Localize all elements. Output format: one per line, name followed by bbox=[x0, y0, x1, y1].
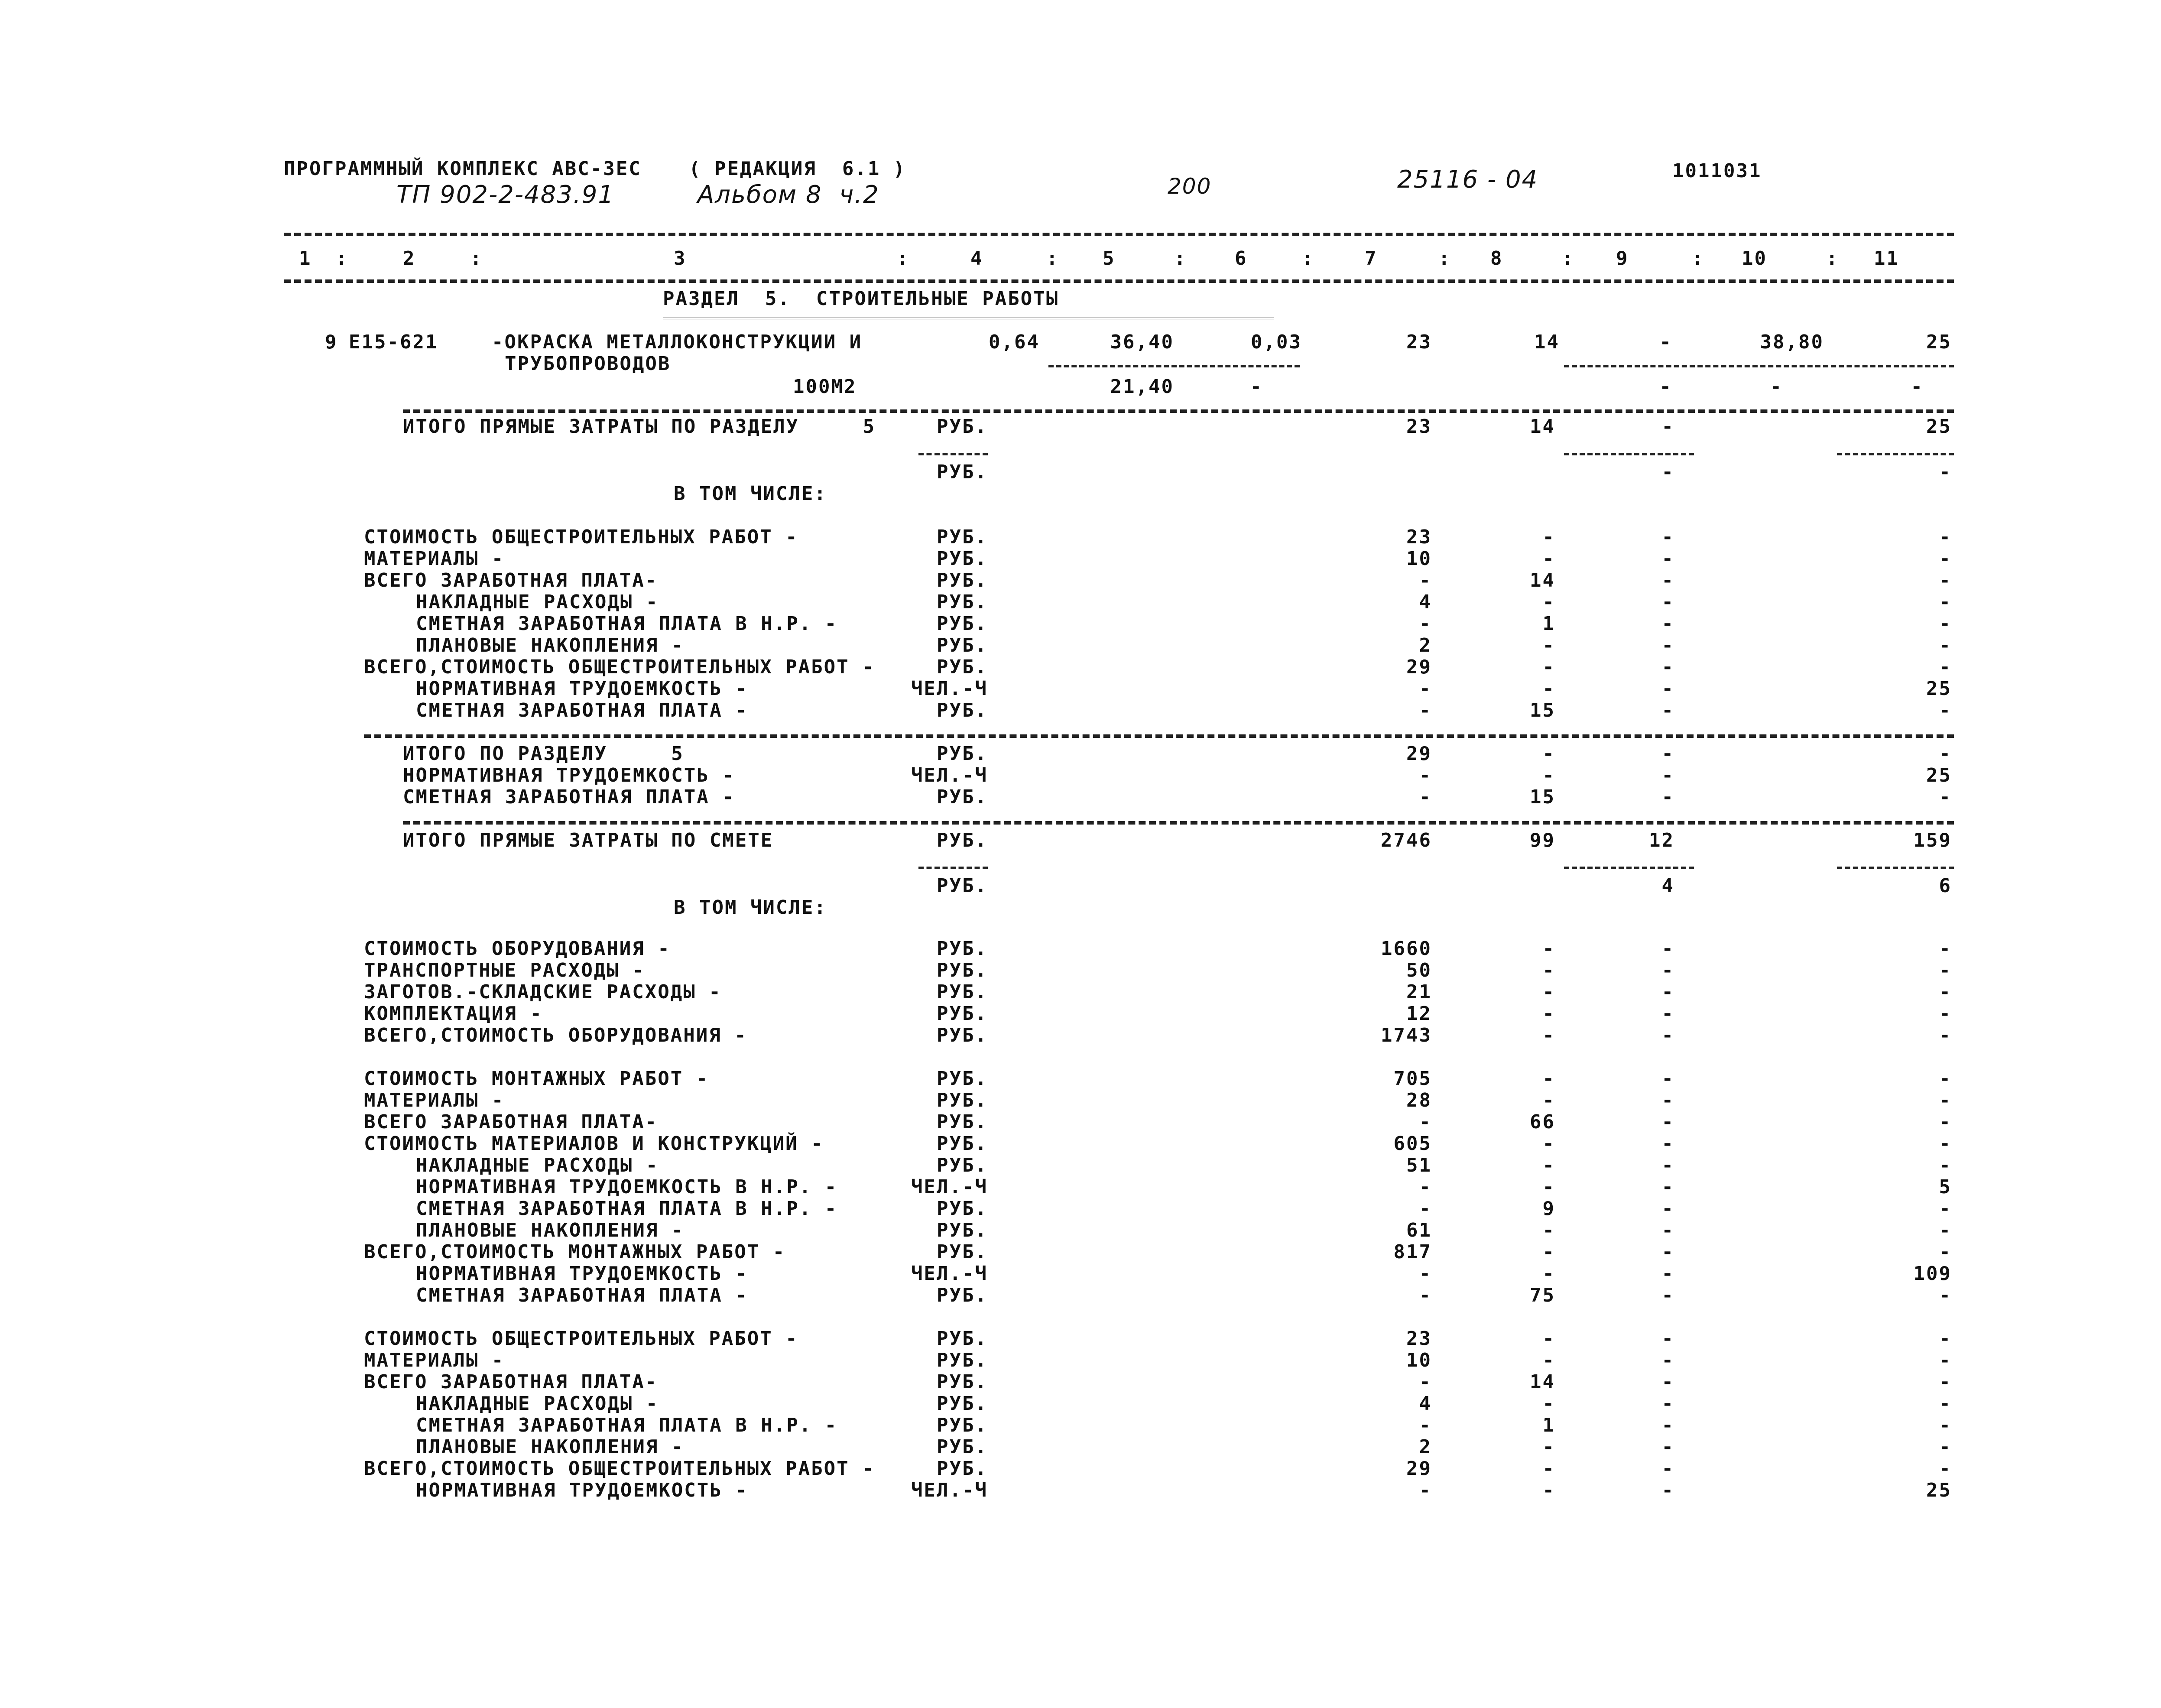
row-col11: - bbox=[1939, 1003, 1952, 1025]
column-separator: : bbox=[1302, 247, 1315, 270]
row-label: НОРМАТИВНАЯ ТРУДОЕМКОСТЬ - bbox=[416, 1263, 748, 1285]
row-label: СМЕТНАЯ ЗАРАБОТНАЯ ПЛАТА - bbox=[403, 786, 735, 808]
column-number-2: 2 bbox=[403, 247, 416, 270]
row-col9: - bbox=[1661, 1003, 1674, 1025]
row-unit: РУБ. bbox=[937, 1284, 988, 1306]
row-col11: - bbox=[1939, 1024, 1952, 1046]
row-label: МАТЕРИАЛЫ - bbox=[364, 1089, 505, 1111]
row-col9: - bbox=[1661, 1133, 1674, 1155]
header-bottom-rule bbox=[284, 279, 1954, 283]
row-col11: - bbox=[1939, 1414, 1952, 1436]
row-col9: - bbox=[1661, 1111, 1674, 1133]
row-col8: - bbox=[1542, 1436, 1555, 1458]
row-col11: - bbox=[1939, 1349, 1952, 1371]
row-col8: 14 bbox=[1530, 416, 1555, 438]
item-c11: 25 bbox=[1926, 331, 1952, 353]
column-number-11: 11 bbox=[1874, 247, 1899, 270]
row-col11: - bbox=[1939, 613, 1952, 635]
row-label: ПЛАНОВЫЕ НАКОПЛЕНИЯ - bbox=[416, 1436, 685, 1458]
column-number-1: 1 bbox=[299, 247, 312, 270]
row-col11: 25 bbox=[1926, 678, 1952, 700]
column-separator: : bbox=[897, 247, 910, 270]
row-col7: 10 bbox=[1406, 548, 1432, 570]
row-col9: - bbox=[1661, 1068, 1674, 1090]
column-separator: : bbox=[1826, 247, 1839, 270]
row-col7: 2 bbox=[1419, 1436, 1432, 1458]
dashed-rule bbox=[1564, 867, 1694, 869]
row-col8: - bbox=[1542, 1458, 1555, 1480]
row-col7: 21 bbox=[1406, 981, 1432, 1003]
item-c9b: - bbox=[1659, 376, 1672, 398]
dashed-rule bbox=[918, 867, 988, 869]
row-col7: - bbox=[1419, 1414, 1432, 1436]
dashed-rule bbox=[918, 453, 988, 455]
row-unit: РУБ. bbox=[937, 634, 988, 656]
row-col8: - bbox=[1542, 1349, 1555, 1371]
row-unit: РУБ. bbox=[937, 829, 988, 851]
row-col11: - bbox=[1939, 1393, 1952, 1415]
item-c7: 23 bbox=[1406, 331, 1432, 353]
row-col9: - bbox=[1661, 1024, 1674, 1046]
row-unit: РУБ. bbox=[937, 613, 988, 635]
item-c6: 0,03 bbox=[1251, 331, 1302, 353]
row-unit: РУБ. bbox=[937, 1436, 988, 1458]
row-col11: - bbox=[1939, 786, 1952, 808]
row-col7: - bbox=[1419, 1198, 1432, 1220]
row-label: СТОИМОСТЬ ОБЩЕСТРОИТЕЛЬНЫХ РАБОТ - bbox=[364, 1328, 798, 1350]
row-col8: 1 bbox=[1542, 613, 1555, 635]
row-label: ВСЕГО,СТОИМОСТЬ ОБЩЕСТРОИТЕЛЬНЫХ РАБОТ - bbox=[364, 656, 875, 678]
row-col11: - bbox=[1939, 1284, 1952, 1306]
item-subrule-5-6 bbox=[1048, 365, 1300, 367]
row-col8: 14 bbox=[1530, 1371, 1555, 1393]
row-unit: РУБ. bbox=[937, 548, 988, 570]
row-col8: 75 bbox=[1530, 1284, 1555, 1306]
item-c10: 38,80 bbox=[1760, 331, 1824, 353]
row-col7: 1660 bbox=[1381, 938, 1432, 960]
item-c11b: - bbox=[1911, 376, 1924, 398]
row-unit: РУБ. bbox=[937, 1371, 988, 1393]
row-col9: - bbox=[1661, 786, 1674, 808]
row-unit: РУБ. bbox=[937, 1154, 988, 1176]
row-col11: - bbox=[1939, 526, 1952, 548]
row-col9: - bbox=[1661, 526, 1674, 548]
row-col9: - bbox=[1661, 1219, 1674, 1241]
row-unit: РУБ. bbox=[937, 1349, 988, 1371]
row-col9: - bbox=[1661, 1263, 1674, 1285]
row-col11: - bbox=[1939, 1133, 1952, 1155]
item-code: Е15-621 bbox=[349, 331, 438, 353]
item-c10b: - bbox=[1770, 376, 1783, 398]
row-col9: - bbox=[1661, 678, 1674, 700]
row-unit: РУБ. bbox=[937, 461, 988, 483]
row-label: ВСЕГО,СТОИМОСТЬ МОНТАЖНЫХ РАБОТ - bbox=[364, 1241, 786, 1263]
row-col9: - bbox=[1661, 1284, 1674, 1306]
row-unit: РУБ. bbox=[937, 1393, 988, 1415]
row-col9: - bbox=[1661, 1393, 1674, 1415]
row-label: НОРМАТИВНАЯ ТРУДОЕМКОСТЬ - bbox=[416, 678, 748, 700]
row-col9: - bbox=[1661, 981, 1674, 1003]
row-col7: 29 bbox=[1406, 1458, 1432, 1480]
column-separator: : bbox=[1438, 247, 1451, 270]
row-col8: 9 bbox=[1542, 1198, 1555, 1220]
row-col9: - bbox=[1661, 1414, 1674, 1436]
row-col11: - bbox=[1939, 461, 1952, 483]
row-col11: - bbox=[1939, 1111, 1952, 1133]
row-col7: 23 bbox=[1406, 416, 1432, 438]
section-title: РАЗДЕЛ 5. СТРОИТЕЛЬНЫЕ РАБОТЫ bbox=[663, 288, 1059, 310]
row-label: НАКЛАДНЫЕ РАСХОДЫ - bbox=[416, 1154, 659, 1176]
row-unit: ЧЕЛ.-Ч bbox=[911, 678, 988, 700]
row-col8: - bbox=[1542, 1219, 1555, 1241]
row-unit: РУБ. bbox=[937, 1219, 988, 1241]
row-col11: - bbox=[1939, 1198, 1952, 1220]
row-label: ИТОГО ПО РАЗДЕЛУ 5 bbox=[403, 743, 684, 765]
row-col8: 15 bbox=[1530, 786, 1555, 808]
row-label: СМЕТНАЯ ЗАРАБОТНАЯ ПЛАТА В Н.Р. - bbox=[416, 1414, 838, 1436]
row-col7: 23 bbox=[1406, 1328, 1432, 1350]
section-underline bbox=[663, 318, 1274, 319]
row-col9: - bbox=[1661, 656, 1674, 678]
item-subrule-9-11 bbox=[1564, 365, 1954, 367]
item-c5: 36,40 bbox=[1110, 331, 1174, 353]
row-col7: 10 bbox=[1406, 1349, 1432, 1371]
row-col8: 1 bbox=[1542, 1414, 1555, 1436]
row-col7: - bbox=[1419, 699, 1432, 721]
row-col9: 12 bbox=[1649, 829, 1674, 851]
row-col7: 817 bbox=[1393, 1241, 1432, 1263]
item-desc-line2: ТРУБОПРОВОДОВ bbox=[505, 353, 671, 375]
row-col11: - bbox=[1939, 591, 1952, 613]
row-col11: 6 bbox=[1939, 875, 1952, 897]
row-unit: РУБ. bbox=[937, 959, 988, 981]
row-unit: ЧЕЛ.-Ч bbox=[911, 764, 988, 786]
row-col9: - bbox=[1661, 1458, 1674, 1480]
row-col7: - bbox=[1419, 1371, 1432, 1393]
row-col8: - bbox=[1542, 1479, 1555, 1501]
row-label: ВСЕГО,СТОИМОСТЬ ОБОРУДОВАНИЯ - bbox=[364, 1024, 747, 1046]
item-c9: - bbox=[1659, 331, 1672, 353]
row-col7: - bbox=[1419, 764, 1432, 786]
row-unit: РУБ. bbox=[937, 1414, 988, 1436]
doc-code: 1011031 bbox=[1672, 160, 1762, 182]
column-number-9: 9 bbox=[1616, 247, 1629, 270]
row-col7: 12 bbox=[1406, 1003, 1432, 1025]
row-col8: - bbox=[1542, 634, 1555, 656]
row-label: НОРМАТИВНАЯ ТРУДОЕМКОСТЬ - bbox=[403, 764, 735, 786]
row-unit: РУБ. bbox=[937, 591, 988, 613]
dashed-rule bbox=[364, 734, 1954, 738]
row-label: ИТОГО ПРЯМЫЕ ЗАТРАТЫ ПО РАЗДЕЛУ 5 bbox=[403, 416, 876, 438]
row-col9: - bbox=[1661, 743, 1674, 765]
row-label: СМЕТНАЯ ЗАРАБОТНАЯ ПЛАТА В Н.Р. - bbox=[416, 613, 838, 635]
row-unit: ЧЕЛ.-Ч bbox=[911, 1479, 988, 1501]
row-col9: - bbox=[1661, 569, 1674, 591]
row-col8: - bbox=[1542, 938, 1555, 960]
row-col9: - bbox=[1661, 1436, 1674, 1458]
row-col7: - bbox=[1419, 613, 1432, 635]
row-col9: - bbox=[1661, 1328, 1674, 1350]
row-label: ВСЕГО ЗАРАБОТНАЯ ПЛАТА- bbox=[364, 569, 658, 591]
row-unit: РУБ. bbox=[937, 938, 988, 960]
row-col8: - bbox=[1542, 981, 1555, 1003]
row-col8: - bbox=[1542, 1133, 1555, 1155]
row-col11: - bbox=[1939, 1241, 1952, 1263]
item-c5b: 21,40 bbox=[1110, 376, 1174, 398]
row-col7: 2746 bbox=[1381, 829, 1432, 851]
row-unit: РУБ. bbox=[937, 656, 988, 678]
row-label: МАТЕРИАЛЫ - bbox=[364, 548, 505, 570]
row-label: НОРМАТИВНАЯ ТРУДОЕМКОСТЬ В Н.Р. - bbox=[416, 1176, 838, 1198]
row-col9: - bbox=[1661, 1349, 1674, 1371]
row-col11: - bbox=[1939, 981, 1952, 1003]
row-unit: РУБ. bbox=[937, 875, 988, 897]
row-label: СТОИМОСТЬ ОБОРУДОВАНИЯ - bbox=[364, 938, 671, 960]
row-unit: РУБ. bbox=[937, 1241, 988, 1263]
row-col8: - bbox=[1542, 1241, 1555, 1263]
row-label: МАТЕРИАЛЫ - bbox=[364, 1349, 505, 1371]
handwritten-number: 25116 - 04 bbox=[1397, 166, 1538, 194]
row-label: НОРМАТИВНАЯ ТРУДОЕМКОСТЬ - bbox=[416, 1479, 748, 1501]
row-col11: - bbox=[1939, 699, 1952, 721]
row-col8: - bbox=[1542, 678, 1555, 700]
header-top-rule bbox=[284, 233, 1954, 236]
row-col7: 61 bbox=[1406, 1219, 1432, 1241]
row-col8: - bbox=[1542, 1024, 1555, 1046]
dashed-rule bbox=[1837, 453, 1954, 455]
row-col8: - bbox=[1542, 1328, 1555, 1350]
row-col8: - bbox=[1542, 526, 1555, 548]
row-col7: 1743 bbox=[1381, 1024, 1432, 1046]
row-unit: РУБ. bbox=[937, 1133, 988, 1155]
column-number-6: 6 bbox=[1235, 247, 1248, 270]
row-col7: 23 bbox=[1406, 526, 1432, 548]
row-col9: - bbox=[1661, 613, 1674, 635]
row-unit: РУБ. bbox=[937, 786, 988, 808]
row-col8: - bbox=[1542, 1176, 1555, 1198]
row-col9: - bbox=[1661, 461, 1674, 483]
column-number-7: 7 bbox=[1365, 247, 1378, 270]
row-col7: - bbox=[1419, 1479, 1432, 1501]
column-number-4: 4 bbox=[970, 247, 983, 270]
row-col9: - bbox=[1661, 1479, 1674, 1501]
row-col11: - bbox=[1939, 1371, 1952, 1393]
row-col11: 25 bbox=[1926, 416, 1952, 438]
row-label: НАКЛАДНЫЕ РАСХОДЫ - bbox=[416, 1393, 659, 1415]
column-number-10: 10 bbox=[1742, 247, 1767, 270]
item-c8: 14 bbox=[1534, 331, 1560, 353]
column-separator: : bbox=[1562, 247, 1575, 270]
row-label: ВСЕГО ЗАРАБОТНАЯ ПЛАТА- bbox=[364, 1111, 658, 1133]
row-col7: - bbox=[1419, 569, 1432, 591]
row-unit: ЧЕЛ.-Ч bbox=[911, 1263, 988, 1285]
row-col11: - bbox=[1939, 1436, 1952, 1458]
row-col7: - bbox=[1419, 1176, 1432, 1198]
row-col9: - bbox=[1661, 1089, 1674, 1111]
dashed-rule bbox=[1564, 453, 1694, 455]
row-col11: - bbox=[1939, 656, 1952, 678]
row-col8: - bbox=[1542, 743, 1555, 765]
row-unit: РУБ. bbox=[937, 699, 988, 721]
row-unit: РУБ. bbox=[937, 1089, 988, 1111]
column-number-8: 8 bbox=[1490, 247, 1503, 270]
row-unit: РУБ. bbox=[937, 1458, 988, 1480]
row-col11: - bbox=[1939, 959, 1952, 981]
edition-label: ( РЕДАКЦИЯ 6.1 ) bbox=[689, 158, 906, 180]
column-separator: : bbox=[1174, 247, 1187, 270]
dashed-rule bbox=[403, 409, 1954, 413]
row-col7: 605 bbox=[1393, 1133, 1432, 1155]
row-col9: 4 bbox=[1661, 875, 1674, 897]
item-desc-line1: -ОКРАСКА МЕТАЛЛОКОНСТРУКЦИИ И bbox=[492, 331, 863, 353]
item-c4: 0,64 bbox=[989, 331, 1040, 353]
row-col9: - bbox=[1661, 959, 1674, 981]
handwritten-page: 200 bbox=[1168, 174, 1212, 199]
column-separator: : bbox=[470, 247, 483, 270]
row-col8: 99 bbox=[1530, 829, 1555, 851]
row-col11: - bbox=[1939, 1458, 1952, 1480]
column-separator: : bbox=[1692, 247, 1705, 270]
row-col7: 4 bbox=[1419, 591, 1432, 613]
row-label: ПЛАНОВЫЕ НАКОПЛЕНИЯ - bbox=[416, 1219, 685, 1241]
row-col11: - bbox=[1939, 569, 1952, 591]
row-col9: - bbox=[1661, 1198, 1674, 1220]
row-unit: РУБ. bbox=[937, 1111, 988, 1133]
row-col9: - bbox=[1661, 1154, 1674, 1176]
row-col7: 29 bbox=[1406, 656, 1432, 678]
row-col9: - bbox=[1661, 416, 1674, 438]
row-unit: РУБ. bbox=[937, 1068, 988, 1090]
row-col11: - bbox=[1939, 938, 1952, 960]
row-col8: - bbox=[1542, 591, 1555, 613]
row-col11: - bbox=[1939, 1219, 1952, 1241]
program-title: ПРОГРАММНЫЙ КОМПЛЕКС АВС-3ЕС bbox=[284, 158, 642, 180]
column-separator: : bbox=[1046, 247, 1059, 270]
row-label: СМЕТНАЯ ЗАРАБОТНАЯ ПЛАТА - bbox=[416, 1284, 748, 1306]
row-unit: РУБ. bbox=[937, 1328, 988, 1350]
row-col8: - bbox=[1542, 1089, 1555, 1111]
item-c6b: - bbox=[1250, 376, 1263, 398]
row-col7: - bbox=[1419, 678, 1432, 700]
row-col7: 705 bbox=[1393, 1068, 1432, 1090]
column-number-5: 5 bbox=[1103, 247, 1116, 270]
row-col9: - bbox=[1661, 634, 1674, 656]
row-label: В ТОМ ЧИСЛЕ: bbox=[674, 896, 827, 919]
column-number-3: 3 bbox=[674, 247, 687, 270]
row-col8: - bbox=[1542, 1003, 1555, 1025]
row-col8: 14 bbox=[1530, 569, 1555, 591]
row-col9: - bbox=[1661, 699, 1674, 721]
row-col8: - bbox=[1542, 959, 1555, 981]
row-col11: - bbox=[1939, 548, 1952, 570]
row-col7: 50 bbox=[1406, 959, 1432, 981]
row-label: КОМПЛЕКТАЦИЯ - bbox=[364, 1003, 543, 1025]
item-num: 9 bbox=[325, 331, 338, 353]
column-separator: : bbox=[336, 247, 349, 270]
row-label: ТРАНСПОРТНЫЕ РАСХОДЫ - bbox=[364, 959, 645, 981]
row-label: СТОИМОСТЬ МОНТАЖНЫХ РАБОТ - bbox=[364, 1068, 709, 1090]
row-col7: 51 bbox=[1406, 1154, 1432, 1176]
row-col9: - bbox=[1661, 1176, 1674, 1198]
row-unit: РУБ. bbox=[937, 569, 988, 591]
row-col7: - bbox=[1419, 1111, 1432, 1133]
row-col9: - bbox=[1661, 1241, 1674, 1263]
row-col11: - bbox=[1939, 1089, 1952, 1111]
row-unit: РУБ. bbox=[937, 743, 988, 765]
row-col7: - bbox=[1419, 1284, 1432, 1306]
row-col11: 109 bbox=[1913, 1263, 1952, 1285]
row-col8: 15 bbox=[1530, 699, 1555, 721]
row-col7: - bbox=[1419, 786, 1432, 808]
row-unit: РУБ. bbox=[937, 1024, 988, 1046]
row-col9: - bbox=[1661, 764, 1674, 786]
row-col7: - bbox=[1419, 1263, 1432, 1285]
row-col9: - bbox=[1661, 938, 1674, 960]
row-col9: - bbox=[1661, 1371, 1674, 1393]
row-col8: 66 bbox=[1530, 1111, 1555, 1133]
row-col8: - bbox=[1542, 656, 1555, 678]
item-unit: 100М2 bbox=[793, 376, 857, 398]
row-col11: - bbox=[1939, 634, 1952, 656]
handwritten-album: Альбом 8 ч.2 bbox=[698, 181, 879, 209]
row-col8: - bbox=[1542, 764, 1555, 786]
dashed-rule bbox=[403, 821, 1954, 825]
row-col9: - bbox=[1661, 591, 1674, 613]
row-label: НАКЛАДНЫЕ РАСХОДЫ - bbox=[416, 591, 659, 613]
row-col11: - bbox=[1939, 1328, 1952, 1350]
row-col7: 29 bbox=[1406, 743, 1432, 765]
row-label: ВСЕГО,СТОИМОСТЬ ОБЩЕСТРОИТЕЛЬНЫХ РАБОТ - bbox=[364, 1458, 875, 1480]
row-col8: - bbox=[1542, 1154, 1555, 1176]
row-unit: РУБ. bbox=[937, 1003, 988, 1025]
dashed-rule bbox=[1837, 867, 1954, 869]
row-unit: ЧЕЛ.-Ч bbox=[911, 1176, 988, 1198]
row-label: СТОИМОСТЬ ОБЩЕСТРОИТЕЛЬНЫХ РАБОТ - bbox=[364, 526, 798, 548]
row-col11: - bbox=[1939, 743, 1952, 765]
row-col7: 2 bbox=[1419, 634, 1432, 656]
row-col11: 159 bbox=[1913, 829, 1952, 851]
row-label: ВСЕГО ЗАРАБОТНАЯ ПЛАТА- bbox=[364, 1371, 658, 1393]
row-col8: - bbox=[1542, 1263, 1555, 1285]
row-col7: 4 bbox=[1419, 1393, 1432, 1415]
row-col8: - bbox=[1542, 548, 1555, 570]
row-label: СТОИМОСТЬ МАТЕРИАЛОВ И КОНСТРУКЦИЙ - bbox=[364, 1133, 824, 1155]
row-label: СМЕТНАЯ ЗАРАБОТНАЯ ПЛАТА В Н.Р. - bbox=[416, 1198, 838, 1220]
row-label: В ТОМ ЧИСЛЕ: bbox=[674, 483, 827, 505]
row-col11: - bbox=[1939, 1154, 1952, 1176]
row-col11: 25 bbox=[1926, 1479, 1952, 1501]
row-label: СМЕТНАЯ ЗАРАБОТНАЯ ПЛАТА - bbox=[416, 699, 748, 721]
row-unit: РУБ. bbox=[937, 416, 988, 438]
row-col9: - bbox=[1661, 548, 1674, 570]
row-label: ИТОГО ПРЯМЫЕ ЗАТРАТЫ ПО СМЕТЕ bbox=[403, 829, 774, 851]
row-unit: РУБ. bbox=[937, 526, 988, 548]
row-label: ЗАГОТОВ.-СКЛАДСКИЕ РАСХОДЫ - bbox=[364, 981, 722, 1003]
row-label: ПЛАНОВЫЕ НАКОПЛЕНИЯ - bbox=[416, 634, 685, 656]
handwritten-project: ТП 902-2-483.91 bbox=[396, 181, 614, 209]
row-unit: РУБ. bbox=[937, 981, 988, 1003]
row-unit: РУБ. bbox=[937, 1198, 988, 1220]
row-col7: 28 bbox=[1406, 1089, 1432, 1111]
row-col8: - bbox=[1542, 1068, 1555, 1090]
row-col8: - bbox=[1542, 1393, 1555, 1415]
row-col11: 5 bbox=[1939, 1176, 1952, 1198]
row-col11: - bbox=[1939, 1068, 1952, 1090]
row-col11: 25 bbox=[1926, 764, 1952, 786]
